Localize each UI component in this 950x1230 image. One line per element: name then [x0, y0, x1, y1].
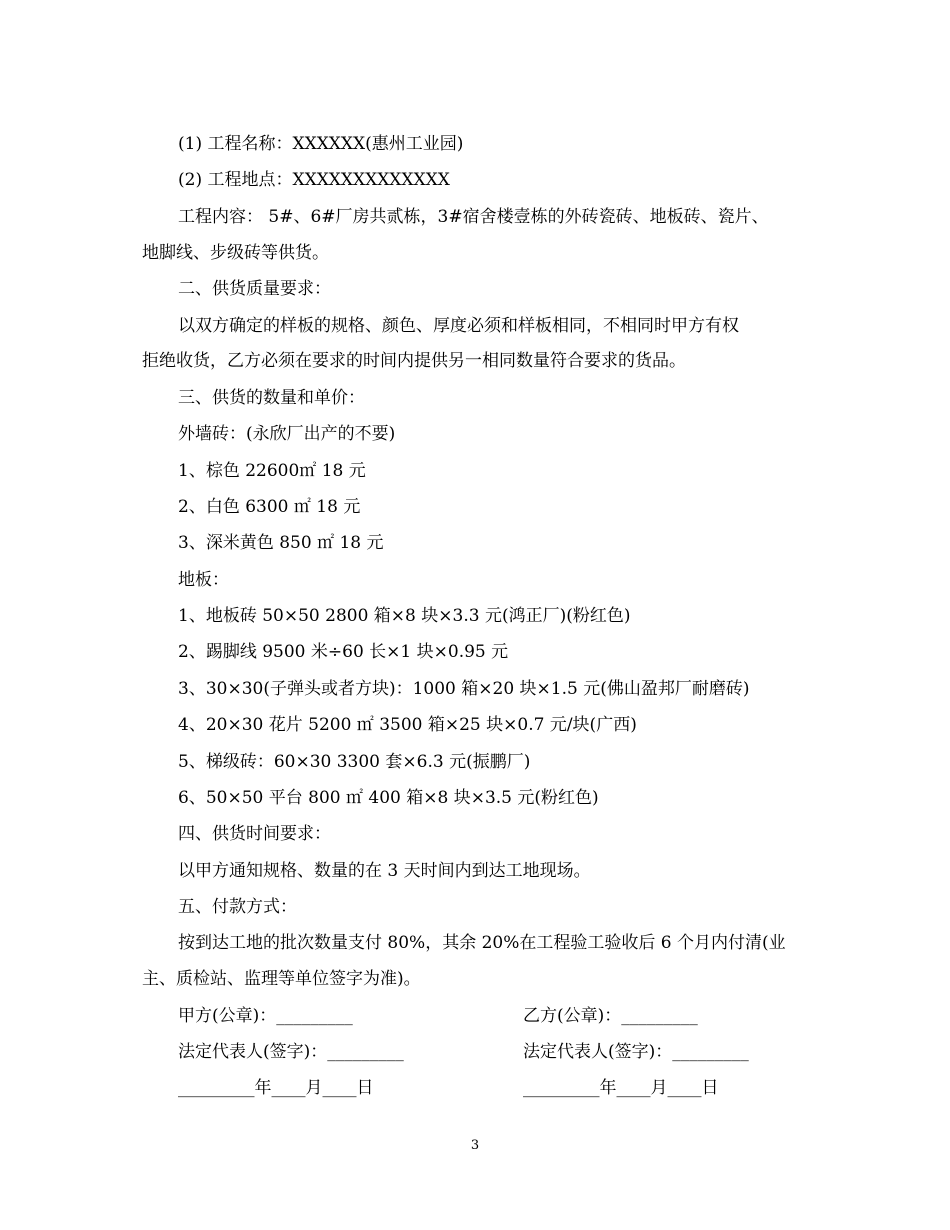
- project-content-line-2: 地脚线、步级砖等供货。: [142, 243, 329, 263]
- floor-item: 6、50×50 平台 800 ㎡ 400 箱×8 块×3.5 元(粉红色): [178, 788, 599, 808]
- floor-item: 3、30×30(子弹头或者方块)：1000 箱×20 块×1.5 元(佛山盈邦厂耐磨砖): [178, 679, 750, 699]
- floor-heading: 地板：: [178, 570, 229, 590]
- quantity-heading: 三、供货的数量和单价：: [178, 388, 365, 408]
- party-a-seal: 甲方(公章)：_________: [178, 1006, 353, 1026]
- project-location: (2) 工程地点：XXXXXXXXXXXXX: [178, 170, 450, 190]
- page-number: 3: [470, 1138, 480, 1153]
- floor-item: 5、梯级砖：60×30 3300 套×6.3 元(振鹏厂): [178, 752, 531, 772]
- exterior-tile-heading: 外墙砖：(永欣厂出产的不要): [178, 424, 396, 444]
- project-name: (1) 工程名称：XXXXXX(惠州工业园): [178, 134, 464, 154]
- exterior-item: 3、深米黄色 850 ㎡ 18 元: [178, 533, 384, 553]
- project-content-line-1: 工程内容： 5#、6#厂房共贰栋，3#宿舍楼壹栋的外砖瓷砖、地板砖、瓷片、: [178, 207, 769, 227]
- delivery-line-1: 以甲方通知规格、数量的在 3 天时间内到达工地现场。: [178, 861, 591, 881]
- quality-line-2: 拒绝收货，乙方必须在要求的时间内提供另一相同数量符合要求的货品。: [142, 351, 686, 371]
- floor-item: 4、20×30 花片 5200 ㎡ 3500 箱×25 块×0.7 元/块(广西): [178, 715, 637, 735]
- party-a-date: _________年____月____日: [178, 1078, 374, 1098]
- payment-heading: 五、付款方式：: [178, 897, 297, 917]
- payment-line-2: 主、质检站、监理等单位签字为准)。: [142, 969, 421, 989]
- exterior-item: 1、棕色 22600㎡ 18 元: [178, 461, 366, 481]
- floor-item: 1、地板砖 50×50 2800 箱×8 块×3.3 元(鸿正厂)(粉红色): [178, 606, 631, 626]
- party-a-representative: 法定代表人(签字)：_________: [178, 1042, 404, 1062]
- delivery-heading: 四、供货时间要求：: [178, 824, 331, 844]
- party-b-seal: 乙方(公章)：_________: [523, 1006, 698, 1026]
- exterior-item: 2、白色 6300 ㎡ 18 元: [178, 497, 361, 517]
- party-b-date: _________年____月____日: [523, 1078, 719, 1098]
- quality-heading: 二、供货质量要求：: [178, 279, 331, 299]
- party-b-representative: 法定代表人(签字)：_________: [523, 1042, 749, 1062]
- floor-item: 2、踢脚线 9500 米÷60 长×1 块×0.95 元: [178, 642, 509, 662]
- payment-line-1: 按到达工地的批次数量支付 80%，其余 20%在工程验工验收后 6 个月内付清(业: [178, 933, 786, 953]
- quality-line-1: 以双方确定的样板的规格、颜色、厚度必须和样板相同，不相同时甲方有权: [178, 316, 739, 336]
